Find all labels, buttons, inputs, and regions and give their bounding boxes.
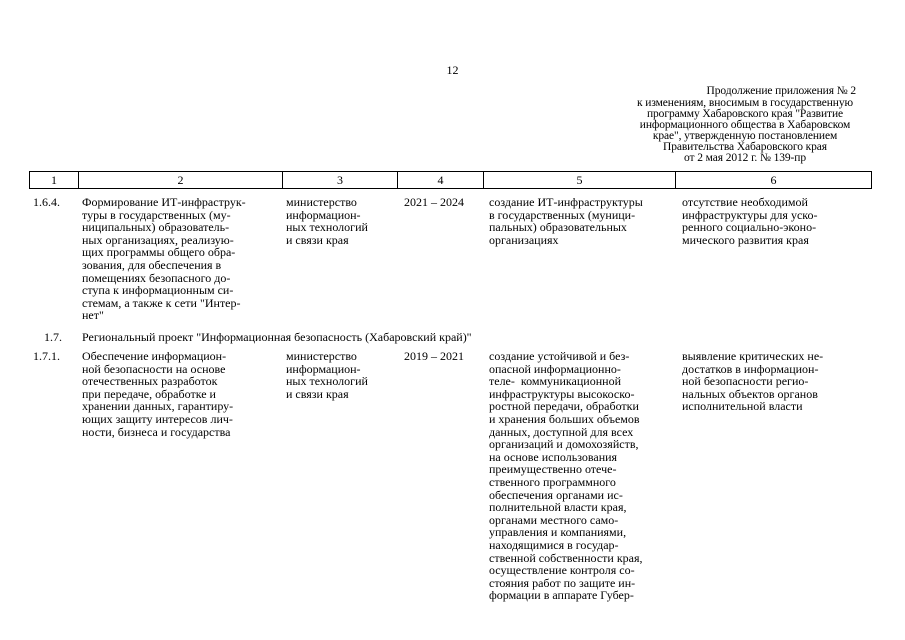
appendix-line: к изменениям, вносимым в государственную [637, 97, 853, 109]
section-title: Региональный проект "Информационная безопасность (Хабаровский край)" [82, 330, 472, 344]
consequence: отсутствие необходимой инфраструктуры для уско- ренного социально-эконо- мического развития края [682, 195, 818, 247]
period: 2021 – 2024 [404, 195, 464, 209]
column-header-2: 2 [79, 172, 283, 189]
appendix-line: Правительства Хабаровского края [662, 141, 827, 153]
column-header-1: 1 [30, 172, 79, 189]
column-header-6: 6 [676, 172, 872, 189]
expected-result: создание ИТ-инфраструктуры в государственных (муници- пальных) образовательных организациях [489, 195, 643, 247]
executor: министерство информацион- ных технологий и связи края [286, 195, 368, 247]
row-number: 1.6.4. [33, 195, 60, 209]
section-number: 1.7. [44, 330, 62, 344]
appendix-line: от 2 мая 2012 г. № 139-пр [684, 152, 806, 164]
page-number: 12 [446, 63, 459, 77]
appendix-header [590, 86, 900, 164]
period: 2019 – 2021 [404, 349, 464, 363]
measure-name: Формирование ИТ-инфраструк- туры в государственных (му- ниципальных) образователь- ных организациях, реализую- щих программы общего обра- зования, для обеспечения в помещениях безопасного до- ступа к информационным си- стемам, а также к сети "Интер- нет" [82, 195, 246, 323]
expected-result: создание устойчивой и без- опасной информационно- теле- коммуникационной инфраструктуры высокоско- ростной передачи, обработки и хранения больших объемов данных, доступной для всех организаций и домохозяйств, на основе использования преимущественно отече- ственного программного обеспечения органами ис- полнительной власти края, органами местного само- управления и компаниями, находящимися в государ- ственной собственности края, осуществление контроля со- стояния работ по защите ин- формации в аппарате Губер- [489, 349, 643, 603]
executor: министерство информацион- ных технологий и связи края [286, 349, 368, 401]
column-header-3: 3 [283, 172, 398, 189]
column-header-4: 4 [398, 172, 484, 189]
column-number-header [29, 171, 872, 189]
appendix-line: информационного общества в Хабаровском [639, 119, 851, 131]
appendix-line: крае", утвержденную постановлением [652, 130, 838, 142]
column-header-5: 5 [484, 172, 676, 189]
appendix-title: Продолжение приложения № 2 [706, 85, 856, 97]
consequence: выявление критических не- достатков в информацион- ной безопасности регио- нальных объектов органов исполнительной власти [682, 349, 824, 414]
measure-name: Обеспечение информацион- ной безопасности на основе отечественных разработок при передаче, обработке и хранении данных, гарантиру- ющих защиту интересов лич- ности, бизнеса и государства [82, 349, 234, 439]
appendix-line: программу Хабаровского края "Развитие [646, 108, 844, 120]
row-number: 1.7.1. [33, 349, 60, 363]
